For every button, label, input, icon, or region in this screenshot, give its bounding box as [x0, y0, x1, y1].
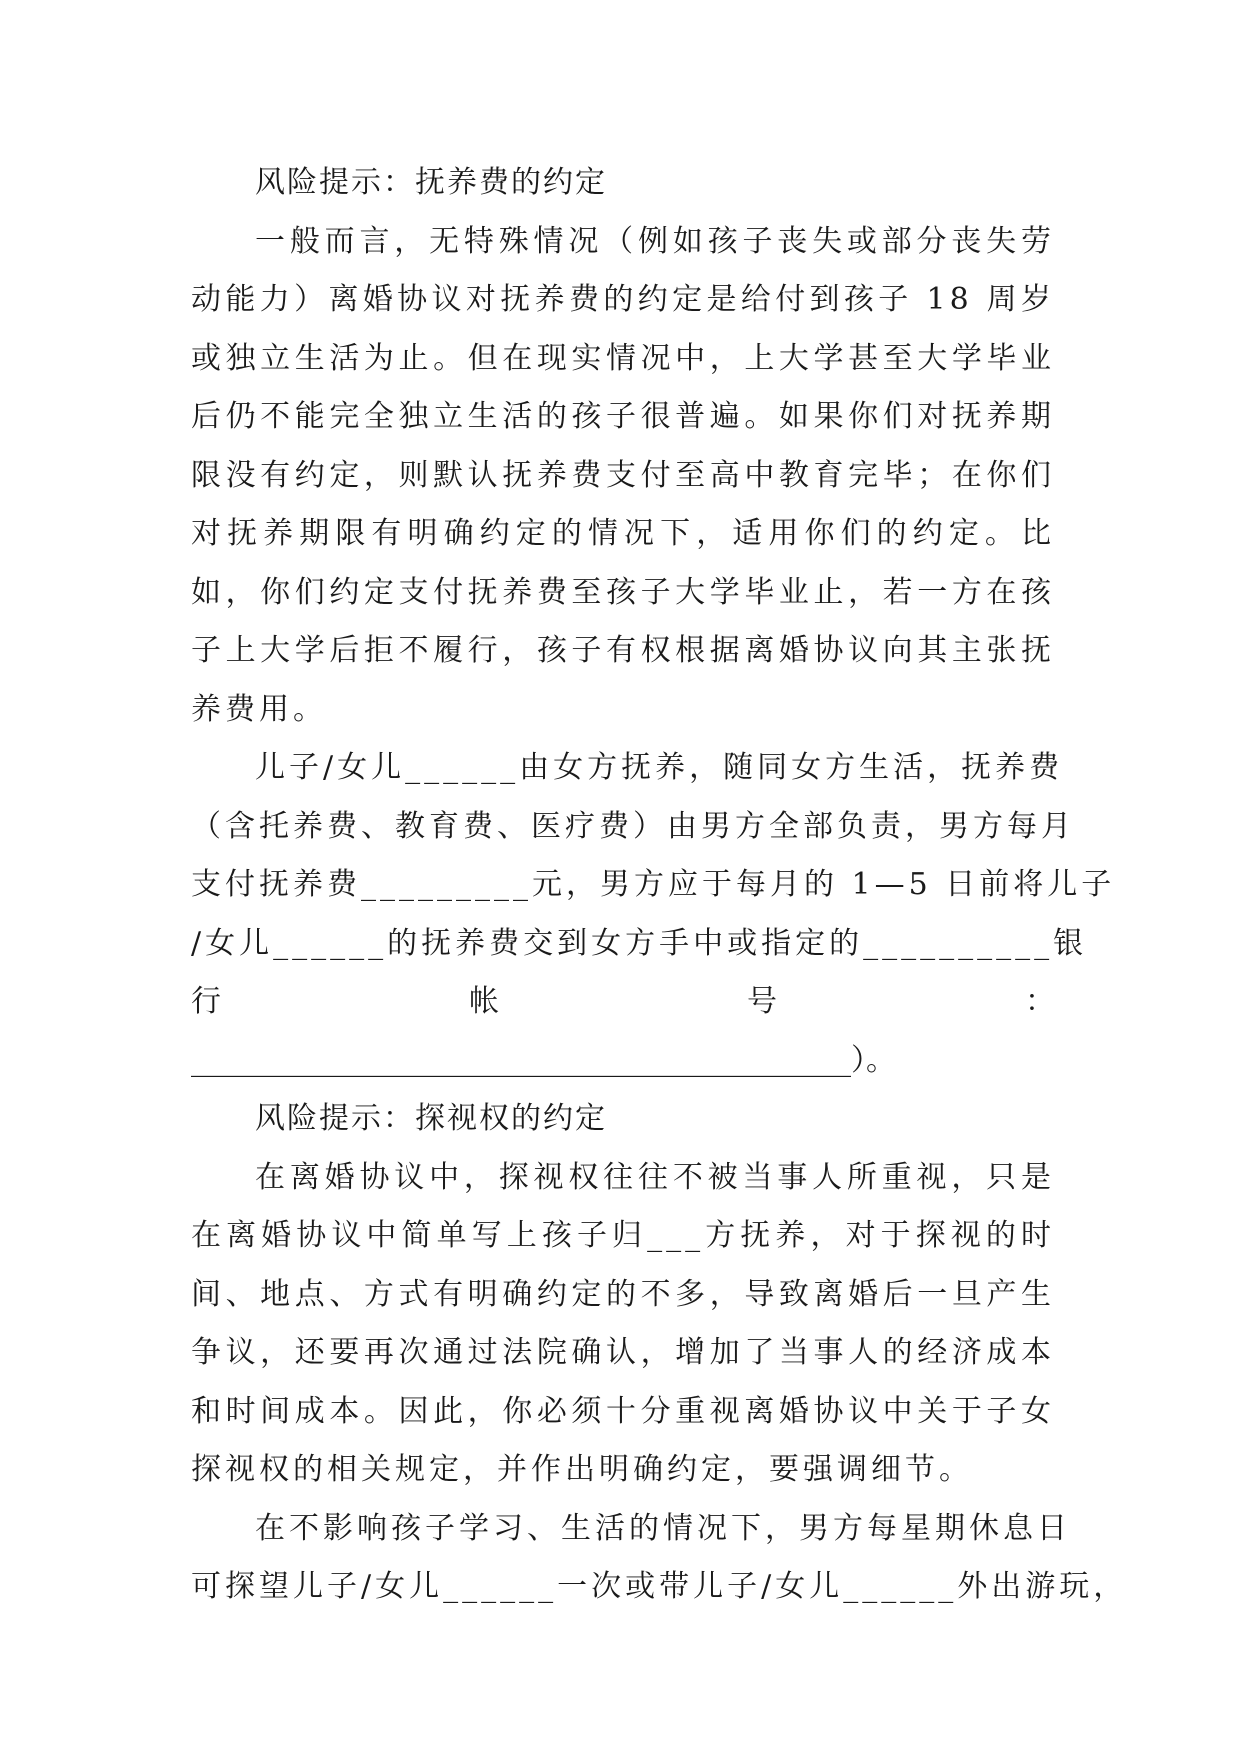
clause-support-line-3: 支付抚养费_________元，男方应于每月的 1—5 日前将儿子: [191, 867, 1116, 902]
clause-support-line-2: （含托养费、教育费、医疗费）由男方全部负责，男方每月: [191, 808, 1075, 844]
clause-visit-line-2: 可探望儿子/女儿______一次或带儿子/女儿______外出游玩，: [191, 1569, 1128, 1604]
bank-account-blank-line: ____________________________________________）。: [191, 1042, 896, 1078]
bank-account-line: [191, 973, 1055, 1032]
clause-visitation: [191, 1500, 1128, 1617]
clause-support-line-4: /女儿______的抚养费交到女方手中或指定的__________银: [191, 925, 1088, 961]
document-body: [191, 154, 1128, 1617]
heading-visitation-risk: 风险提示：探视权的约定: [255, 1101, 607, 1136]
heading-support-risk: 风险提示：抚养费的约定: [255, 165, 607, 200]
bank-account-word-3: 号: [747, 984, 777, 1019]
paragraph-support-risk: 一般而言，无特殊情况（例如孩子丧失或部分丧失劳动能力）离婚协议对抚养费的约定是给付到孩子 18 周岁或独立生活为止。但在现实情况中，上大学甚至大学毕业后仍不能完全独立生活的孩子很普遍。如果你们对抚养期限没有约定，则默认抚养费支付至高中教育完毕；在你们对抚养期限有明确约定的情况下，适用你们的约定。比如，你们约定支付抚养费至孩子大学毕业止，若一方在孩子上大学后拒不履行，孩子有权根据离婚协议向其主张抚养费用。: [191, 223, 1055, 727]
bank-account-colon: ：: [1025, 984, 1055, 1019]
clause-visit-line-1: 在不影响孩子学习、生活的情况下，男方每星期休息日: [255, 1510, 1071, 1546]
clause-support-line-1: 儿子/女儿______由女方抚养，随同女方生活，抚养费: [255, 750, 1064, 785]
bank-account-word-2: 帐: [469, 984, 499, 1019]
clause-child-support: [191, 739, 1116, 1090]
paragraph-visitation-risk: 在离婚协议中，探视权往往不被当事人所重视，只是在离婚协议中简单写上孩子归___方抚养，对于探视的时间、地点、方式有明确约定的不多，导致离婚后一旦产生争议，还要再次通过法院确认，增加了当事人的经济成本和时间成本。因此，你必须十分重视离婚协议中关于子女探视权的相关规定，并作出明确约定，要强调细节。: [191, 1159, 1055, 1487]
bank-account-word-1: 行: [191, 984, 221, 1019]
